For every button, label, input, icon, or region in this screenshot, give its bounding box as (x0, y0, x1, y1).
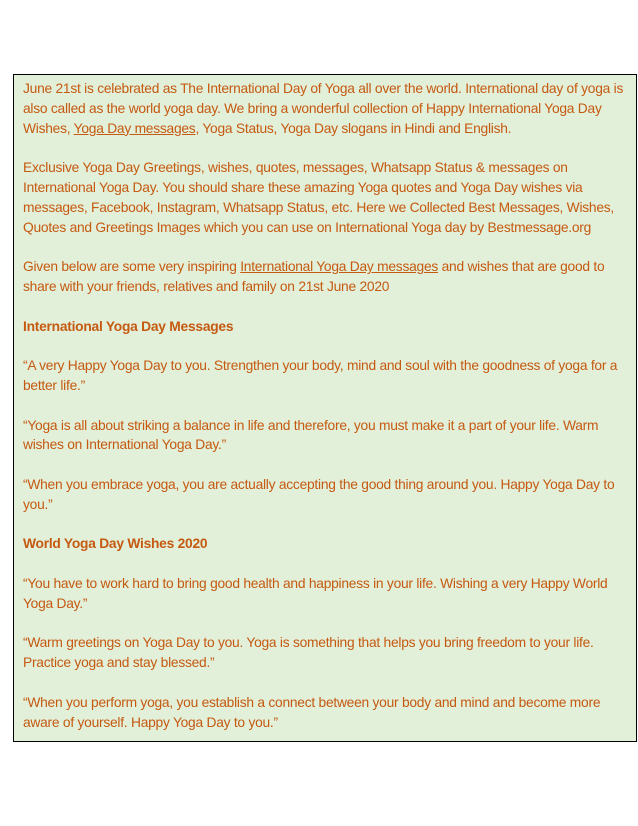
section-heading-messages: International Yoga Day Messages (23, 318, 234, 334)
quote: “Warm greetings on Yoga Day to you. Yoga is something that helps you bring freedom to your life. Practice yoga and stay blessed.” (23, 635, 594, 671)
content-box (13, 74, 637, 742)
intro-text: and wishes that are good to share with your friends, relatives and family on 21st June 2020 (23, 259, 605, 294)
intro-text: , Yoga Status, Yoga Day slogans in Hindi and English. (195, 120, 512, 136)
section-heading-wishes: World Yoga Day Wishes 2020 (23, 536, 208, 552)
quote: “Yoga is all about striking a balance in life and therefore, you must make it a part of your life. Warm wishes on International Yoga Day.” (23, 417, 599, 453)
intro-text: Given below are some very inspiring (23, 259, 241, 275)
quote: “A very Happy Yoga Day to you. Strengthen your body, mind and soul with the goodness of yoga for a better life.” (23, 358, 618, 393)
international-yoga-day-messages-link[interactable]: International Yoga Day messages (240, 259, 439, 275)
quote: “When you perform yoga, you establish a connect between your body and mind and become more aware of yourself. Happy Yoga Day to you.” (23, 694, 601, 730)
intro-text: June 21st is celebrated as The International Day of Yoga all over the world. International day of yoga is also called as the world yoga day. We bring a wonderful collection of Happy International Yoga Day Wishes, (23, 81, 624, 136)
yoga-day-messages-link[interactable]: Yoga Day messages (73, 120, 196, 136)
intro-paragraph-1 (23, 79, 627, 138)
quote: “You have to work hard to bring good health and happiness in your life. Wishing a very Happy World Yoga Day.” (23, 575, 608, 611)
quote: “When you embrace yoga, you are actually accepting the good thing around you. Happy Yoga Day to you.” (23, 476, 615, 512)
intro-paragraph-3 (23, 257, 627, 297)
intro-paragraph-2: Exclusive Yoga Day Greetings, wishes, quotes, messages, Whatsapp Status & messages on International Yoga Day. You should share these amazing Yoga quotes and Yoga Day wishes via messages, Facebook, Instagram, Whatsapp Status, etc. Here we Collected Best Messages, Wishes, Quotes and Greetings Images which you can use on International Yoga day by Bestmessage.org (23, 160, 614, 235)
